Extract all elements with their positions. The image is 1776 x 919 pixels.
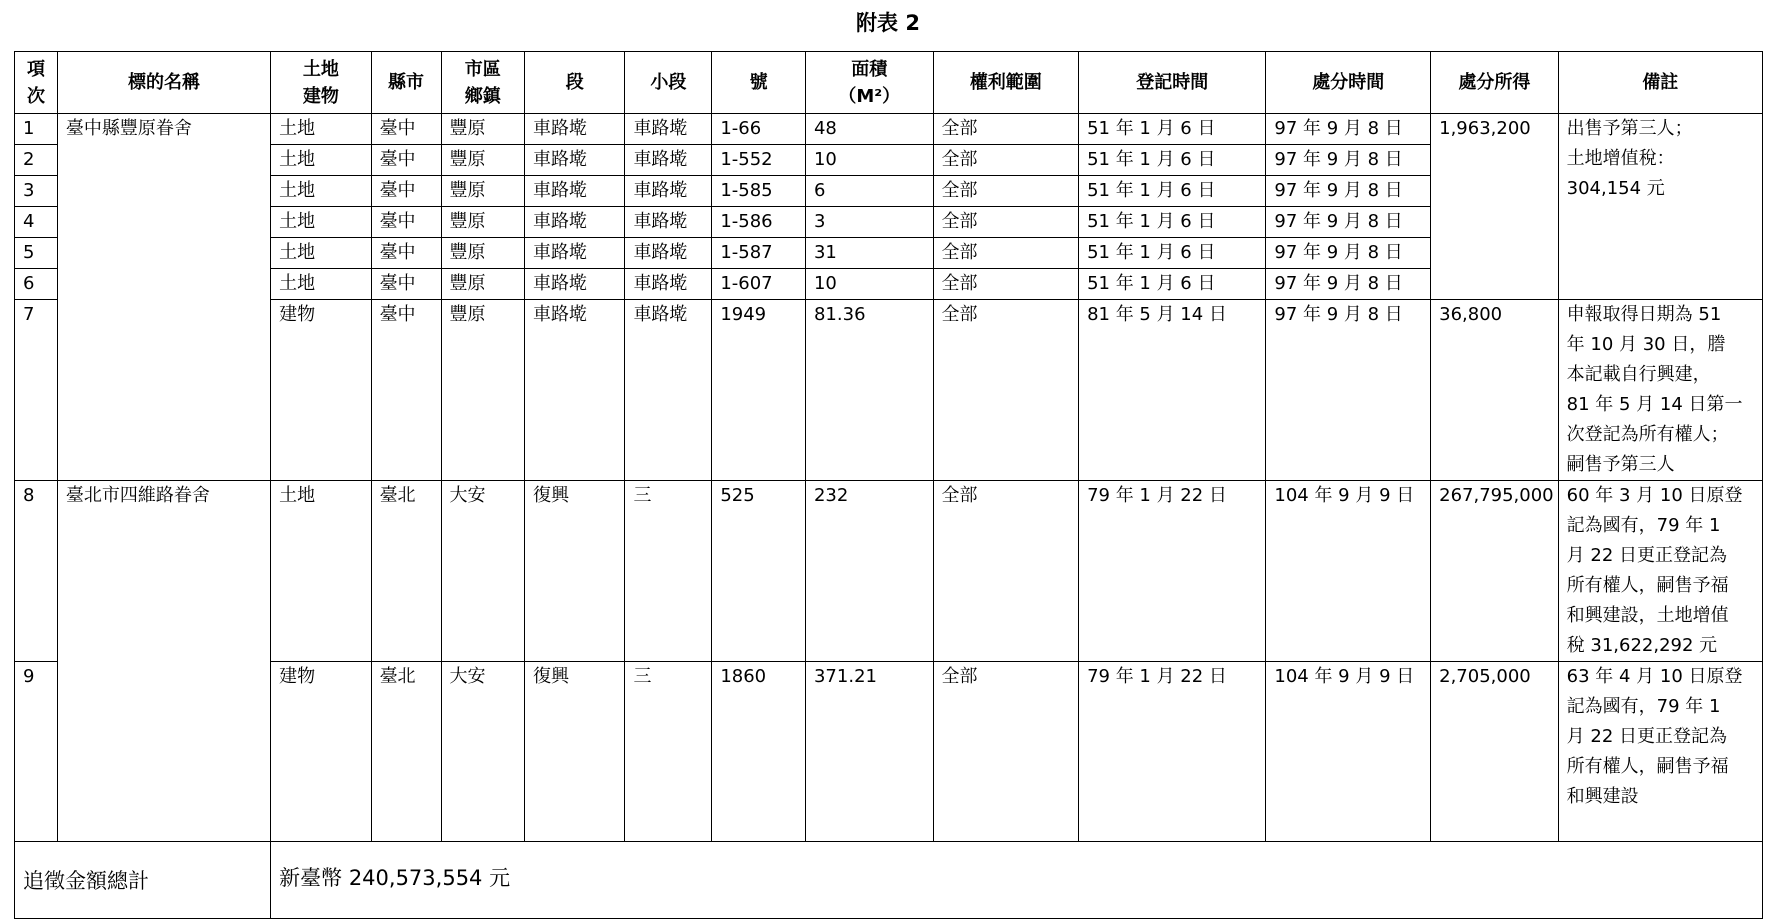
cell-district: 豐原 (441, 269, 525, 300)
cell-proceeds: 36,800 (1431, 300, 1559, 481)
header-note: 備註 (1558, 52, 1762, 114)
header-area-unit: （M²） (838, 85, 901, 107)
document-title: 附表 2 (856, 11, 920, 35)
disposal-table (14, 51, 1763, 919)
header-district: 市區 鄉鎮 (441, 52, 525, 114)
header-rights: 權利範圍 (933, 52, 1079, 114)
cell-item: 3 (15, 176, 58, 207)
cell-proceeds: 1,963,200 (1431, 114, 1559, 300)
cell-number: 1-586 (712, 207, 806, 238)
cell-number: 1-552 (712, 145, 806, 176)
cell-disp-date: 97 年 9 月 8 日 (1266, 207, 1431, 238)
note-line: 稅 31,622,292 元 (1566, 635, 1718, 656)
cell-county: 臺中 (371, 238, 441, 269)
cell-district: 豐原 (441, 300, 525, 481)
table-row (15, 300, 1763, 481)
cell-area: 371.21 (805, 662, 933, 842)
header-row (15, 52, 1763, 114)
cell-rights: 全部 (933, 662, 1079, 842)
cell-note (1558, 114, 1762, 300)
cell-type: 土地 (271, 481, 371, 662)
cell-rights: 全部 (933, 114, 1079, 145)
cell-section: 車路墘 (525, 300, 625, 481)
header-area (805, 52, 933, 114)
cell-type: 土地 (271, 269, 371, 300)
cell-section: 車路墘 (525, 238, 625, 269)
cell-subsection: 車路墘 (625, 145, 712, 176)
cell-item: 8 (15, 481, 58, 662)
header-proceeds: 處分所得 (1431, 52, 1559, 114)
cell-county: 臺中 (371, 176, 441, 207)
cell-reg-date: 51 年 1 月 6 日 (1079, 145, 1266, 176)
cell-reg-date: 79 年 1 月 22 日 (1079, 481, 1266, 662)
cell-area: 31 (805, 238, 933, 269)
note-line: 所有權人，嗣售予福 (1566, 756, 1729, 777)
cell-note (1558, 662, 1762, 842)
total-label: 追徵金額總計 (15, 842, 271, 919)
cell-reg-date: 79 年 1 月 22 日 (1079, 662, 1266, 842)
cell-subsection: 車路墘 (625, 300, 712, 481)
cell-item: 1 (15, 114, 58, 145)
note-line: 60 年 3 月 10 日原登 (1566, 485, 1743, 506)
cell-type: 土地 (271, 238, 371, 269)
note-line: 304,154 元 (1566, 178, 1665, 199)
note-line: 所有權人，嗣售予福 (1566, 575, 1729, 596)
cell-item: 6 (15, 269, 58, 300)
header-area-label: 面積 (851, 58, 888, 80)
cell-type: 土地 (271, 145, 371, 176)
note-line: 次登記為所有權人； (1566, 424, 1729, 445)
cell-item: 2 (15, 145, 58, 176)
header-county: 縣市 (371, 52, 441, 114)
table-row (15, 114, 1763, 145)
note-line: 和興建設 (1566, 786, 1639, 807)
cell-rights: 全部 (933, 207, 1079, 238)
cell-subsection: 三 (625, 481, 712, 662)
cell-area: 10 (805, 269, 933, 300)
note-line: 土地增值稅： (1566, 148, 1675, 169)
cell-county: 臺中 (371, 300, 441, 481)
total-amount: 新臺幣 240,573,554 元 (271, 842, 1763, 919)
cell-type: 土地 (271, 114, 371, 145)
cell-disp-date: 97 年 9 月 8 日 (1266, 145, 1431, 176)
cell-number: 1949 (712, 300, 806, 481)
cell-section: 車路墘 (525, 114, 625, 145)
cell-subsection: 車路墘 (625, 238, 712, 269)
header-reg-date: 登記時間 (1079, 52, 1266, 114)
cell-disp-date: 104 年 9 月 9 日 (1266, 481, 1431, 662)
cell-note (1558, 481, 1762, 662)
cell-proceeds: 2,705,000 (1431, 662, 1559, 842)
cell-disp-date: 104 年 9 月 9 日 (1266, 662, 1431, 842)
cell-item: 4 (15, 207, 58, 238)
cell-subsection: 車路墘 (625, 269, 712, 300)
cell-disp-date: 97 年 9 月 8 日 (1266, 114, 1431, 145)
total-row (15, 842, 1763, 919)
header-name: 標的名稱 (57, 52, 270, 114)
cell-rights: 全部 (933, 176, 1079, 207)
cell-item: 7 (15, 300, 58, 481)
header-type: 土地 建物 (271, 52, 371, 114)
cell-area: 232 (805, 481, 933, 662)
note-line: 63 年 4 月 10 日原登 (1566, 666, 1743, 687)
table-row (15, 481, 1763, 662)
note-line: 月 22 日更正登記為 (1566, 545, 1727, 566)
cell-number: 1-585 (712, 176, 806, 207)
cell-rights: 全部 (933, 481, 1079, 662)
cell-subsection: 車路墘 (625, 114, 712, 145)
cell-number: 1860 (712, 662, 806, 842)
cell-property-name: 臺中縣豐原眷舍 (57, 114, 270, 481)
note-line: 年 10 月 30 日，謄 (1566, 334, 1726, 355)
cell-district: 大安 (441, 662, 525, 842)
note-line: 出售予第三人； (1566, 118, 1693, 139)
cell-disp-date: 97 年 9 月 8 日 (1266, 300, 1431, 481)
cell-rights: 全部 (933, 300, 1079, 481)
cell-section: 復興 (525, 481, 625, 662)
cell-rights: 全部 (933, 238, 1079, 269)
note-line: 本記載自行興建， (1566, 364, 1711, 385)
note-line: 和興建設，土地增值 (1566, 605, 1729, 626)
cell-area: 3 (805, 207, 933, 238)
cell-county: 臺中 (371, 269, 441, 300)
cell-proceeds: 267,795,000 (1431, 481, 1559, 662)
cell-disp-date: 97 年 9 月 8 日 (1266, 269, 1431, 300)
cell-reg-date: 51 年 1 月 6 日 (1079, 269, 1266, 300)
cell-subsection: 車路墘 (625, 176, 712, 207)
cell-area: 10 (805, 145, 933, 176)
cell-section: 復興 (525, 662, 625, 842)
cell-note (1558, 300, 1762, 481)
note-line: 記為國有，79 年 1 (1566, 515, 1721, 536)
cell-section: 車路墘 (525, 207, 625, 238)
note-line: 月 22 日更正登記為 (1566, 726, 1727, 747)
cell-type: 建物 (271, 300, 371, 481)
cell-area: 48 (805, 114, 933, 145)
cell-disp-date: 97 年 9 月 8 日 (1266, 176, 1431, 207)
cell-number: 1-66 (712, 114, 806, 145)
cell-subsection: 車路墘 (625, 207, 712, 238)
cell-type: 建物 (271, 662, 371, 842)
cell-district: 豐原 (441, 176, 525, 207)
cell-number: 525 (712, 481, 806, 662)
note-line: 記為國有，79 年 1 (1566, 696, 1721, 717)
note-line: 申報取得日期為 51 (1566, 304, 1722, 325)
cell-subsection: 三 (625, 662, 712, 842)
cell-area: 6 (805, 176, 933, 207)
header-number: 號 (712, 52, 806, 114)
cell-rights: 全部 (933, 269, 1079, 300)
header-section: 段 (525, 52, 625, 114)
header-disp-date: 處分時間 (1266, 52, 1431, 114)
cell-property-name: 臺北市四維路眷舍 (57, 481, 270, 842)
cell-section: 車路墘 (525, 269, 625, 300)
header-item: 項 次 (15, 52, 58, 114)
cell-district: 豐原 (441, 145, 525, 176)
cell-reg-date: 51 年 1 月 6 日 (1079, 238, 1266, 269)
cell-rights: 全部 (933, 145, 1079, 176)
cell-district: 豐原 (441, 207, 525, 238)
cell-district: 豐原 (441, 114, 525, 145)
note-line: 81 年 5 月 14 日第一 (1566, 394, 1743, 415)
cell-number: 1-607 (712, 269, 806, 300)
table-row (15, 662, 1763, 842)
cell-area: 81.36 (805, 300, 933, 481)
cell-district: 豐原 (441, 238, 525, 269)
cell-county: 臺中 (371, 207, 441, 238)
header-subsection: 小段 (625, 52, 712, 114)
cell-reg-date: 51 年 1 月 6 日 (1079, 207, 1266, 238)
cell-reg-date: 81 年 5 月 14 日 (1079, 300, 1266, 481)
cell-item: 9 (15, 662, 58, 842)
cell-type: 土地 (271, 207, 371, 238)
cell-county: 臺北 (371, 481, 441, 662)
cell-county: 臺中 (371, 114, 441, 145)
cell-section: 車路墘 (525, 145, 625, 176)
cell-reg-date: 51 年 1 月 6 日 (1079, 176, 1266, 207)
cell-reg-date: 51 年 1 月 6 日 (1079, 114, 1266, 145)
cell-disp-date: 97 年 9 月 8 日 (1266, 238, 1431, 269)
cell-section: 車路墘 (525, 176, 625, 207)
cell-district: 大安 (441, 481, 525, 662)
note-line: 嗣售予第三人 (1566, 454, 1675, 475)
cell-number: 1-587 (712, 238, 806, 269)
cell-county: 臺北 (371, 662, 441, 842)
cell-county: 臺中 (371, 145, 441, 176)
cell-item: 5 (15, 238, 58, 269)
cell-type: 土地 (271, 176, 371, 207)
